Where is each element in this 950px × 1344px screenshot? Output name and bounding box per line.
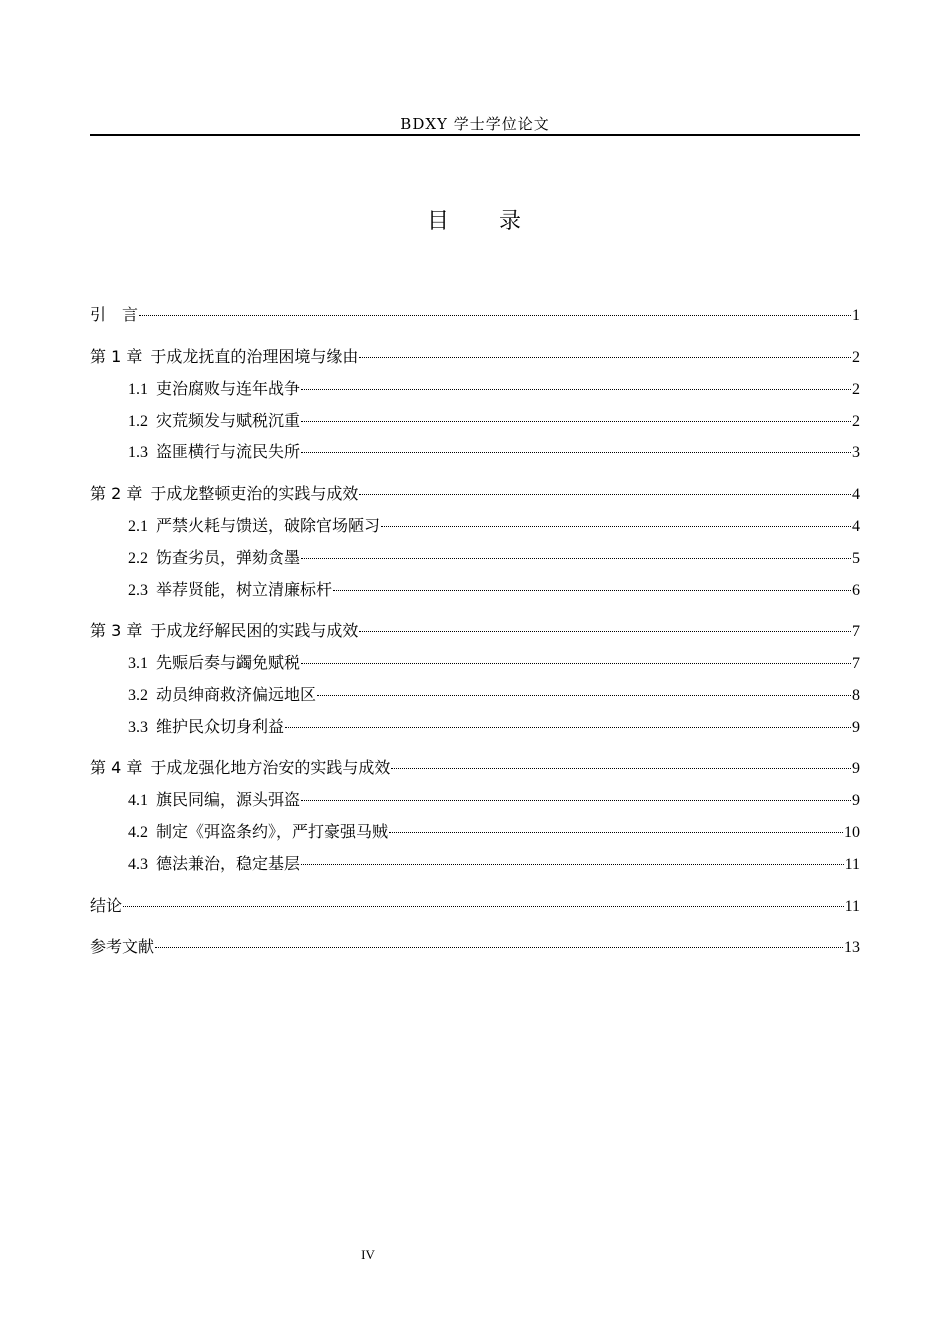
toc-dot-leader — [301, 864, 844, 865]
toc-entry-page: 10 — [844, 824, 860, 841]
toc-entry-conclusion[interactable] — [90, 894, 860, 918]
toc-entry-number: 2.2 — [128, 550, 148, 567]
toc-entry-title: 饬查劣员，弹劾贪墨 — [156, 548, 301, 567]
toc-entry-title: 灾荒频发与赋税沉重 — [156, 411, 301, 430]
toc-entry-title: 于成龙纾解民困的实践与成效 — [150, 621, 359, 640]
toc-entry-page: 9 — [852, 760, 860, 777]
toc-entry-number: 1.2 — [128, 413, 148, 430]
toc-title — [0, 204, 950, 235]
toc-entry-number: 3.1 — [128, 655, 148, 672]
toc-dot-leader — [123, 906, 844, 907]
toc-dot-leader — [391, 768, 851, 769]
toc-entry-title: 动员绅商救济偏远地区 — [156, 685, 317, 704]
toc-entry-section-4-3[interactable] — [128, 852, 860, 876]
toc-dot-leader — [301, 800, 851, 801]
toc-dot-leader — [285, 727, 851, 728]
toc-entry-title: 维护民众切身利益 — [156, 717, 285, 736]
toc-entry-page: 9 — [852, 719, 860, 736]
toc-entry-section-1-3[interactable] — [128, 440, 860, 464]
toc-entry-page: 7 — [852, 623, 860, 640]
toc-entry-title: 结论 — [90, 896, 123, 915]
toc-entry-number: 第 2 章 — [90, 484, 143, 503]
page-number: IV — [361, 1247, 375, 1262]
toc-entry-page: 4 — [852, 518, 860, 535]
toc-entry-page: 1 — [852, 307, 860, 324]
toc-entry-page: 6 — [852, 582, 860, 599]
toc-entry-section-1-1[interactable] — [128, 377, 860, 401]
toc-entry-title: 先赈后奏与蠲免赋税 — [156, 653, 301, 672]
toc-entry-section-1-2[interactable] — [128, 409, 860, 433]
toc-dot-leader — [139, 315, 851, 316]
toc-entry-number: 第 1 章 — [90, 347, 143, 366]
toc-entry-number: 4.2 — [128, 824, 148, 841]
toc-dot-leader — [359, 494, 851, 495]
toc-entry-title: 吏治腐败与连年战争 — [156, 379, 301, 398]
toc-dot-leader — [301, 663, 851, 664]
toc-entry-page: 4 — [852, 486, 860, 503]
toc-entry-title: 于成龙整顿吏治的实践与成效 — [150, 484, 359, 503]
toc-entry-number: 3.3 — [128, 719, 148, 736]
toc-entry-page: 11 — [844, 898, 860, 915]
toc-entry-title: 于成龙抚直的治理困境与缘由 — [150, 347, 359, 366]
toc-entry-chapter-1[interactable] — [90, 345, 860, 369]
toc-entry-page: 8 — [852, 687, 860, 704]
toc-entry-page: 11 — [844, 856, 860, 873]
toc-entry-title: 德法兼治，稳定基层 — [156, 854, 301, 873]
toc-entry-title: 于成龙强化地方治安的实践与成效 — [150, 758, 391, 777]
toc-entry-page: 9 — [852, 792, 860, 809]
toc-entry-page: 13 — [844, 939, 860, 956]
toc-entry-chapter-2[interactable] — [90, 482, 860, 506]
toc-entry-number: 2.3 — [128, 582, 148, 599]
toc-entry-section-4-2[interactable] — [128, 820, 860, 844]
toc-entry-title: 严禁火耗与馈送，破除官场陋习 — [156, 516, 381, 535]
toc-dot-leader — [301, 452, 851, 453]
toc-entry-number: 4.1 — [128, 792, 148, 809]
toc-entry-section-3-1[interactable] — [128, 651, 860, 675]
toc-dot-leader — [359, 357, 851, 358]
toc-entry-title: 盗匪横行与流民失所 — [156, 442, 301, 461]
toc-entry-section-4-1[interactable] — [128, 788, 860, 812]
toc-entry-chapter-4[interactable] — [90, 756, 860, 780]
toc-dot-leader — [301, 558, 851, 559]
toc-entry-title: 举荐贤能，树立清廉标杆 — [156, 580, 333, 599]
toc-entry-page: 7 — [852, 655, 860, 672]
toc-entry-section-2-2[interactable] — [128, 546, 860, 570]
toc-entry-page: 5 — [852, 550, 860, 567]
toc-entry-page: 2 — [852, 349, 860, 366]
toc-entry-number: 第 3 章 — [90, 621, 143, 640]
toc-entry-intro[interactable] — [90, 303, 860, 327]
toc-dot-leader — [301, 389, 851, 390]
toc-dot-leader — [317, 695, 851, 696]
toc-dot-leader — [381, 526, 851, 527]
toc-entry-section-2-1[interactable] — [128, 514, 860, 538]
toc-entry-title: 参考文献 — [90, 937, 155, 956]
toc-entry-title: 制定《弭盗条约》，严打豪强马贼 — [156, 822, 389, 841]
toc-entry-section-3-3[interactable] — [128, 715, 860, 739]
toc-dot-leader — [301, 421, 851, 422]
toc-entry-number: 2.1 — [128, 518, 148, 535]
toc-entry-page: 3 — [852, 444, 860, 461]
toc-entry-title: 引 言 — [90, 305, 139, 324]
toc-dot-leader — [359, 631, 851, 632]
toc-entry-number: 4.3 — [128, 856, 148, 873]
toc-title-char-1: 目 — [426, 209, 451, 234]
toc-entry-section-3-2[interactable] — [128, 683, 860, 707]
header-rule — [90, 134, 860, 136]
page-header: BDXY 学士学位论文 — [400, 115, 550, 133]
toc-entry-chapter-3[interactable] — [90, 619, 860, 643]
toc-dot-leader — [333, 590, 851, 591]
toc-entry-section-2-3[interactable] — [128, 578, 860, 602]
toc-entry-number: 3.2 — [128, 687, 148, 704]
toc-entry-number: 1.1 — [128, 381, 148, 398]
toc-entry-references[interactable] — [90, 935, 860, 959]
toc-entry-title: 旗民同编，源头弭盗 — [156, 790, 301, 809]
toc-dot-leader — [155, 947, 843, 948]
toc-entry-number: 第 4 章 — [90, 758, 143, 777]
toc-entry-page: 2 — [852, 381, 860, 398]
toc-entry-page: 2 — [852, 413, 860, 430]
toc-entry-number: 1.3 — [128, 444, 148, 461]
toc-title-char-2: 录 — [499, 209, 524, 234]
toc-dot-leader — [389, 832, 843, 833]
